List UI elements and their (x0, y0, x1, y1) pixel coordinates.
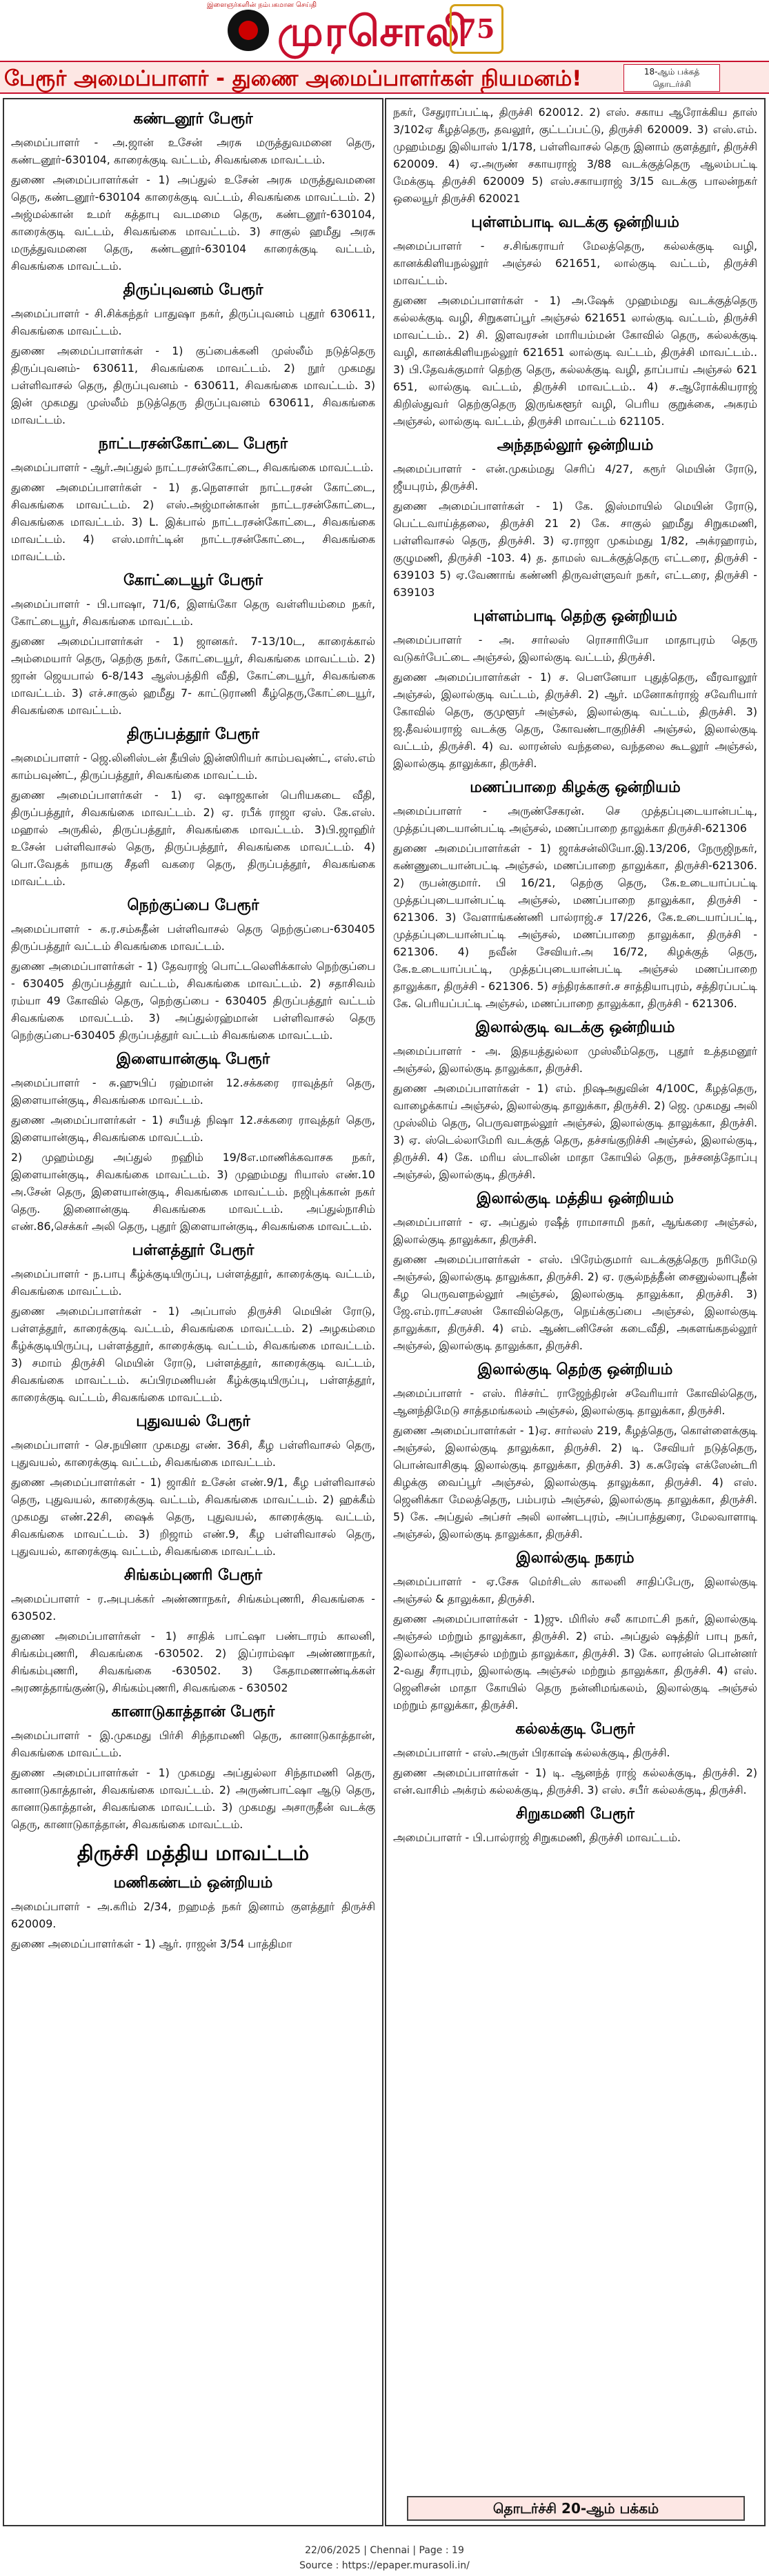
appointment-paragraph: துணை அமைப்பாளர்கள் - 1) முகமது அப்துல்லா சிந்தாமணி தெரு, கானாடுகாத்தான், சிவகங்கை மாவட்டம். 2) அருண்பாட்ஷா ஆடு தெரு, கானாடுகாத்தான், சிவகங்கை மாவட்டம். 3) முகமது அசாருதீன் வடக்கு தெரு, கானாடுகாத்தான், சிவகங்கை மாவட்டம். (11, 1766, 375, 1831)
appointment-paragraph: அமைப்பாளர் - எஸ். ரிச்சர்ட் ராஜேந்திரன் சவேரியார் கோவில்தெரு, ஆனந்திமேடு சாத்தமங்கலம் அஞ்சல், இலால்குடி தாலுக்கா, திருச்சி. (393, 1387, 757, 1417)
section-heading: நாட்டரசன்கோட்டை பேரூர் (98, 435, 288, 453)
masthead-tagline: இளைஞர்களின் நம்பகமான செய்தி (207, 1, 317, 9)
section-heading: கோட்டையூர் பேரூர் (123, 572, 263, 589)
appointment-paragraph: அமைப்பாளர் - எஸ்.அருள் பிரகாஷ் கல்லக்குடி, திருச்சி. (393, 1746, 670, 1759)
appointment-paragraph: அமைப்பாளர் - ர.அபுபக்கர் அண்ணாநகர், சிங்கம்புணரி, சிவகங்கை - 630502. (11, 1592, 375, 1623)
headline-band (0, 61, 769, 94)
appointment-paragraph: அமைப்பாளர் - சு.ஹுபிப் ரஹ்மான் 12.சக்கரை ராவுத்தர் தெரு, இளையான்குடி, சிவகங்கை மாவட்டம். (11, 1076, 375, 1107)
appointment-paragraph: துணை அமைப்பாளர்கள் - 1) அப்துல் உசேன் அரசு மருத்துவமனை தெரு, கண்டனூர்-630104 காரைக்குடி வட்டம், சிவகங்கை மாவட்டம். 2) அஜ்மல்கான் உமர் கத்தாபு வடமமை தெரு, கண்டனூர்-630104, காரைக்குடி வட்டம், சிவகங்கை மாவட்டம். 3) சாகுல் ஹமீது அரசு மருத்துவமனை தெரு, கண்டனூர்-630104 காரைக்குடி வட்டம், சிவகங்கை மாவட்டம். (11, 173, 375, 273)
section-heading: சிங்கம்புணரி பேரூர் (123, 1567, 263, 1584)
appointment-paragraph: துணை அமைப்பாளர்கள் - 1) குப்பைக்கனி முஸ்லீம் நடுத்தெரு திருப்புவனம்- 630611, சிவகங்கை மாவட்டம். 2) நூர் முகமது பள்ளிவாசல் தெரு, திருப்புவனம் - 630611, சிவகங்கை மாவட்டம். 3) இன் முகமது முஸ்லீம் நடுத்தெரு திருப்புவனம் 630611, சிவகங்கை மாவட்டம். (11, 344, 375, 426)
section-heading: பள்ளத்தூர் பேரூர் (132, 1242, 254, 1259)
section-heading: இலால்குடி தெற்கு ஒன்றியம் (477, 1361, 673, 1378)
section-heading: கல்லக்குடி பேரூர் (515, 1721, 635, 1738)
appointment-paragraph: துணை அமைப்பாளர்கள் - 1) ச. பௌனேயா புதுத்தெரு, வீரவாலூர் அஞ்சல், இலால்குடி வட்டம், திருச்சி. 2) ஆர். மனோகர்ராஜ் சவேரியார் கோவில் தெரு, குமுளூர் அஞ்சல், இலால்குடி வட்டம், திருச்சி. 3) ஜ.தீவல்யராஜ் வடக்கு தெரு, கோவண்டாகுறிச்சி அஞ்சல், இலால்குடி வட்டம், திருச்சி. 4) வ. லாரன்ஸ் வந்தலை, வந்தலை கூடலூர் அஞ்சல், இலால்குடி தாலுக்கா, திருச்சி. (393, 671, 757, 770)
section-heading: புள்ளம்பாடி தெற்கு ஒன்றியம் (473, 608, 677, 625)
appointment-paragraph: அமைப்பாளர் - ஜெ.லினிஸ்டன் தீயிஸ் இன்ஸிரியர் காம்பவுண்ட், எஸ்.எம் காம்பவுண்ட், திருப்பத்தூர், சிவகங்கை மாவட்டம். (11, 751, 375, 782)
right-column (385, 98, 766, 2526)
section-heading: திருப்புவனம் பேரூர் (123, 281, 263, 299)
anniversary-badge: 75 (450, 4, 503, 54)
appointment-paragraph: அமைப்பாளர் - சி.சிக்கந்தர் பாதுஷா நகர், திருப்புவனம் புதூர் 630611, சிவகங்கை மாவட்டம். (11, 307, 375, 337)
appointment-paragraph: அமைப்பாளர் - இ.முகமது பிர்சி சிந்தாமணி தெரு, கானாடுகாத்தான், சிவகங்கை மாவட்டம். (11, 1729, 375, 1759)
newspaper-logo[interactable]: முரசொலி (277, 8, 469, 56)
appointment-paragraph: அமைப்பாளர் - ந.பாபு கீழ்க்குடியிருப்பு, பள்ளத்தூர், காரைக்குடி வட்டம், சிவகங்கை மாவட்டம். (11, 1267, 375, 1298)
appointment-paragraph: அமைப்பாளர் - என்.முகம்மது செரிப் 4/27, கரூர் மெயின் ரோடு, ஜீயபுரம், திருச்சி. (393, 462, 757, 493)
page-footer (0, 2537, 769, 2576)
appointment-paragraph: துணை அமைப்பாளர்கள் - எஸ். பிரேம்குமார் வடக்குத்தெரு நரிமேடு அஞ்சல், இலால்குடி தாலுக்கா, திருச்சி. 2) ஏ. ரசூல்நத்தீன் சைனுல்லாபுதீன் கீழ பெருவளநல்லூர் அஞ்சல், இலால்குடி தாலுக்கா, திருச்சி. 3) ஜே.எம்.ராட்சஸன் கோவில்தெரு, நெய்க்குப்பை அஞ்சல், இலால்குடி தாலுக்கா, திருச்சி. 4) எம். ஆண்டனிசேன் கடைவீதி, அகளங்கநல்லூர் அஞ்சல், இலால்குடி தாலுக்கா, திருச்சி. (393, 1253, 757, 1352)
masthead (0, 0, 769, 61)
footer-source-line[interactable]: Source : https://epaper.murasoli.in/ (299, 2560, 470, 2571)
section-heading: இலால்குடி வடக்கு ஒன்றியம் (475, 1019, 675, 1036)
section-heading: கண்டனூர் பேரூர் (133, 110, 253, 128)
section-heading: புதுவயல் பேரூர் (136, 1413, 250, 1430)
appointment-paragraph: நகர், சேதுராப்பட்டி, திருச்சி 620012. 2) எஸ். சகாய ஆரோக்கிய தாஸ் 3/102ஏ கீழத்தெரு, தவலூர், குட்டப்பட்டு, திருச்சி 620009. 3) எஸ்.எம். முஹம்மது இலியாஸ் 1/178, பள்ளிவாசல் தெரு இனாம் குளத்தூர், திருச்சி 620009. 4) ஏ.அருண் சகாயராஜ் 3/88 வடக்குத்தெரு ஆலம்பட்டி மேக்குடி திருச்சி 620009 5) எஸ்.சகாயராஜ் 3/15 வடக்கு பாலன்நகர் ஒலையூர் திருச்சி 620021 (393, 106, 757, 205)
appointment-paragraph: துணை அமைப்பாளர்கள் - 1) த.நௌசாள் நாட்டரசன் கோட்டை, சிவகங்கை மாவட்டம். 2) எஸ்.அஜ்மான்கான் நாட்டரசன்கோட்டை, சிவகங்கை மாவட்டம். 3) L. இக்பால் நாட்டரசன்கோட்டை, சிவகங்கை மாவட்டம். 4) எஸ்.மார்ட்டின் நாட்டரசன்கோட்டை, சிவகங்கை மாவட்டம். (11, 481, 375, 563)
appointment-paragraph: அமைப்பாளர் - அ. சார்லஸ் ரொசாரியோ மாதாபுரம் தெரு வடுகர்பேட்டை அஞ்சல், இலால்குடி வட்டம், திருச்சி. (393, 633, 757, 664)
appointment-paragraph: அமைப்பாளர் - அ.கரிம் 2/34, றஹமத் நகர் இனாம் குளத்தூர் திருச்சி 620009. (11, 1900, 375, 1930)
appointment-paragraph: துணை அமைப்பாளர்கள் - 1) சாதிக் பாட்ஷா பண்டாரம் காலனி, சிங்கம்புணரி, சிவகங்கை -630502. 2) இப்ராம்ஷா அண்ணாநகர், சிங்கம்புணரி, சிவகங்கை -630502. 3) கேதாமணாண்டிக்கள் அரணத்தாங்குண்டு, சிங்கம்புணரி, சிவகங்கை - 630502 (11, 1629, 375, 1694)
appointment-paragraph: அமைப்பாளர் - பி.பாஷா, 71/6, இளங்கோ தெரு வள்ளியம்மை நகர், கோட்டையூர், சிவகங்கை மாவட்டம். (11, 597, 375, 628)
appointment-paragraph: துணை அமைப்பாளர்கள் - 1) தேவராஜ் பொட்டலெளிக்காஸ் நெற்குப்பை - 630405 திருப்பத்தூர் வட்டம், சிவகங்கை மாவட்டம். 2) சதாசிவம் ரம்யா 49 கோவில் தெரு, நெற்குப்பை - 630405 திருப்பத்தூர் வட்டம் சிவகங்கை மாவட்டம். 3) அப்துல்ரஹ்மான் பள்ளிவாசல் தெரு நெற்குப்பை-630405 திருப்பத்தூர் வட்டம் சிவகங்கை மாவட்டம். (11, 960, 375, 1042)
appointment-paragraph: அமைப்பாளர் - அ. இதயத்துல்லா முஸ்லீம்தெரு, புதூர் உத்தமனூர் அஞ்சல், இலால்குடி தாலுக்கா, திருச்சி. (393, 1044, 757, 1075)
appointment-paragraph: அமைப்பாளர் - அ.ஜான் உசேன் அரசு மருத்துவமனை தெரு, கண்டனூர்-630104, காரைக்குடி வட்டம், சிவகங்கை மாவட்டம். (11, 136, 375, 166)
section-heading: இலால்குடி நகரம் (516, 1549, 635, 1567)
appointment-paragraph: துணை அமைப்பாளர்கள் - 1) அ.ஷேக் முஹம்மது வடக்குத்தெரு கல்லக்குடி வழி, சிறுகளப்பூர் அஞ்சல் 621651 லால்குடி வட்டம், திருச்சி மாவட்டம்.. 2) சி. இளவரசன் மாரியம்மன் கோவில் தெரு, கல்லக்குடி வழி, கானக்கிளியநல்லூர் 621651 லால்குடி வட்டம், திருச்சி மாவட்டம்.. 3) பி.தேவக்குமார் தெற்கு தெரு, கல்லக்குடி வழி, தாப்பாய் அஞ்சல் 621 651, லால்குடி வட்டம், திருச்சி மாவட்டம்.. 4) ச.ஆரோக்கியராஜ் கிறிஸ்துவர் தெற்குதெரு இருங்களூர் வழி, பெரிய குறுக்கை, அகரம் அஞ்சல், லால்குடி வட்டம், திருச்சி மாவட்டம் 621105. (393, 294, 757, 428)
section-heading: மணப்பாறை கிழக்கு ஒன்றியம் (470, 779, 681, 796)
appointment-paragraph: துணை அமைப்பாளர்கள் - 1) சயீயத் நிஷா 12.சக்கரை ராவுத்தர் தெரு, இளையான்குடி, சிவகங்கை மாவட்டம். (11, 1113, 375, 1144)
appointment-paragraph: துணை அமைப்பாளர்கள் - 1) ஏ. ஷாஜகான் பெரியகடை வீதி, திருப்பத்தூர், சிவகங்கை மாவட்டம். 2) ஏ. ரபீக் ராஜா ஏஸ். கே.எஸ். மஹால் அருகில், திருப்பத்தூர், சிவகங்கை மாவட்டம். 3)பி.ஜாஹிர் உசேன் பள்ளிவாசல் தெரு, திருப்பத்தூர், சிவகங்கை மாவட்டம். 4) பொ.வேதக் நாயகு சீதளி வகரை தெரு, திருப்பத்தூர், சிவகங்கை மாவட்டம். (11, 789, 375, 888)
party-emblem-icon (228, 10, 269, 51)
district-heading: திருச்சி மத்திய மாவட்டம் (77, 1841, 310, 1865)
section-heading: மணிகண்டம் ஒன்றியம் (113, 1874, 273, 1892)
appointment-paragraph: அமைப்பாளர் - செ.நயினா முகமது எண். 36சி, கீழ பள்ளிவாசல் தெரு, புதுவயல், காரைக்குடி வட்டம், சிவகங்கை மாவட்டம். (11, 1438, 375, 1469)
section-heading: அந்தநல்லூர் ஒன்றியம் (497, 437, 654, 454)
appointment-paragraph: துணை அமைப்பாளர்கள் - 1) ஜாகிர் உசேன் எண்.9/1, கீழ பள்ளிவாசல் தெரு, புதுவயல், காரைக்குடி வட்டம், சிவகங்கை மாவட்டம். 2) ஹக்கீம் முகமது எண்.22சி, ஷைக் தெரு, புதுவயல், காரைக்குடி வட்டம், சிவகங்கை மாவட்டம். 3) றிஜாம் எண்.9, கீழ பள்ளிவாசல் தெரு, புதுவயல், காரைக்குடி வட்டம், சிவகங்கை மாவட்டம். (11, 1476, 375, 1558)
appointment-paragraph: துணை அமைப்பாளர்கள் - 1) ஆர். ராஜன் 3/54 பாத்திமா (11, 1937, 292, 1950)
appointment-paragraph: துணை அமைப்பாளர்கள் - 1) ஜாக்சன்லியோ.இ.13/206, நேருஜிநகர், கண்ணுடையான்பட்டி அஞ்சல், மணப்பாறை தாலுக்கா, திருச்சி-621306. 2) ருபன்குமார். பி 16/21, தெற்கு தெரு, கே.உடையாப்பட்டி முத்தப்புடையான்பட்டி அஞ்சல், மணப்பாறை தாலுக்கா, திருச்சி - 621306. 3) வேளாங்கண்ணி பால்ராஜ்.ச 17/226, கே.உடையாப்பட்டி, முத்தப்புடையான்பட்டி அஞ்சல், மணப்பாறை தாலுக்கா, திருச்சி - 621306. 4) நவீன் சேவியர்.அ 16/72, கிழக்குத் தெரு, கே.உடையாப்பட்டி, முத்தப்புடையான்பட்டி அஞ்சல் மணப்பாறை தாலுக்கா, திருச்சி - 621306. 5) சந்திரக்காசர்.ச சாத்தியாபுரம், சத்திரப்பட்டி கே. பெரியப்பட்டி அஞ்சல், மணப்பாறை தாலுக்கா, திருச்சி - 621306. (393, 842, 757, 1010)
section-heading: நெற்குப்பை பேரூர் (127, 897, 259, 914)
section-heading: இலால்குடி மத்திய ஒன்றியம் (477, 1190, 674, 1207)
appointment-paragraph: 2) முஹம்மது அப்துல் றஹிம் 19/8எ.மாணிக்கவாசக நகர், இளையான்குடி, சிவகங்கை மாவட்டம். 3) முஹம்மது ரியாஸ் எண்.10 அ.சேன் தெரு, இளையான்குடி, சிவகங்கை மாவட்டம். நஜிபுக்கான் நகர் தெரு. இனைான்குடி சிவகங்கை மாவட்டம். அப்துல்நாசிம் எண்.86,செக்கர் அலி தெரு, புதூர் இளையான்குடி, சிவகங்கை மாவட்டம். (11, 1151, 375, 1233)
section-heading: புள்ளம்பாடி வடக்கு ஒன்றியம் (471, 214, 679, 231)
appointment-paragraph: அமைப்பாளர் - ச.சிங்கராயர் மேலத்தெரு, கல்லக்குடி வழி, கானக்கிளியநல்லூர் அஞ்சல் 621651, லால்குடி வட்டம், திருச்சி மாவட்டம். (393, 239, 757, 287)
appointment-paragraph: துணை அமைப்பாளர்கள் - 1)ஜு. மிரிஸ் சலீ காமாட்சி நகர், இலால்குடி அஞ்சல் மற்றும் தாலுக்கா, திருச்சி. 2) எம். அப்துல் ஷத்திர் பாபு நகர், இலால்குடி அஞ்சல் மற்றும் தாலுக்கா, திருச்சி. 3) கே. லாரன்ஸ் பொன்னர் 2-வது சீராபுரம், இலால்குடி அஞ்சல் மற்றும் தாலுக்கா, திருச்சி. 4) எஸ். ஜெனிசன் மாதா கோயில் தெரு நன்னிமங்கலம், இலால்குடி அஞ்சல் மற்றும் தாலுக்கா, திருச்சி. (393, 1612, 757, 1712)
appointment-paragraph: துணை அமைப்பாளர்கள் - 1) அப்பாஸ் திருச்சி மெயின் ரோடு, பள்ளத்தூர், காரைக்குடி வட்டம், சிவகங்கை மாவட்டம். 2) அழகம்மை கீழ்க்குடியிருப்பு, பள்ளத்தூர், காரைக்குடி வட்டம், சிவகங்கை மாவட்டம். 3) சமாம் திருச்சி மெயின் ரோடு, பள்ளத்தூர், காரைக்குடி வட்டம், சிவகங்கை மாவட்டம். சுப்பிரமணியன் கீழ்க்குடியிருப்பு, பள்ளத்தூர், காரைக்குடி வட்டம், சிவகங்கை மாவட்டம். (11, 1305, 375, 1404)
continued-from-line2: தொடர்ச்சி (652, 79, 691, 89)
section-heading: இளையான்குடி பேரூர் (116, 1051, 270, 1068)
appointment-paragraph: துணை அமைப்பாளர்கள் - 1) எம். நிஷஅதுவின் 4/100C, கீழத்தெரு, வாழைக்காய் அஞ்சல், இலால்குடி தாலுக்கா, திருச்சி. 2) ஜெ. முகமது அலி முஸ்லிம் தெரு, பெருவளநல்லூர் அஞ்சல், இலால்குடி தாலுக்கா, திருச்சி. 3) ஏ. ஸ்டெல்லாமேரி வடக்குத் தெரு, தச்சங்குறிச்சி அஞ்சல், இலால்குடி, திருச்சி. 4) கே. மரிய ஸ்டாலின் மாதா கோயில் தெரு, நச்சனத்தோப்பு அஞ்சல், இலால்குடி, திருச்சி. (393, 1082, 757, 1181)
appointment-paragraph: துணை அமைப்பாளர்கள் - 1) கே. இஸ்மாயில் மெயின் ரோடு, பெட்டவாய்த்தலை, திருச்சி 21 2) கே. சாகுல் ஹமீது சிறுகமணி, பள்ளிவாசல் தெரு, திருச்சி. 3) ஏ.ராஜா முகம்மது 1/82, அக்ரஹாரம், குழுமணி, திருச்சி -103. 4) த. தாமஸ் வடக்குத்தெரு எட்டரை, திருச்சி - 639103 5) ஏ.வேணாங் கண்ணி திருவள்ளுவர் நகர், எட்டரை, திருச்சி - 639103 (393, 499, 757, 599)
continued-from-line1: 18-ஆம் பக்கத் (643, 67, 700, 77)
appointment-paragraph: அமைப்பாளர் - ஆர்.அப்துல் நாட்டரசன்கோட்டை, சிவகங்கை மாவட்டம். (11, 461, 374, 474)
appointment-paragraph: அமைப்பாளர் - ஏ. அப்துல் ரஷீத் ராமாசாமி நகர், ஆங்கரை அஞ்சல், இலால்குடி தாலுக்கா, திருச்சி. (393, 1216, 757, 1246)
appointment-paragraph: அமைப்பாளர் - அருண்சேகரன். செ முத்தப்புடையான்பட்டி, முத்தப்புடையான்பட்டி அஞ்சல், மணப்பாறை தாலுக்கா திருச்சி-621306 (393, 804, 757, 835)
appointment-paragraph: அமைப்பாளர் - க.ர.சம்சுதீன் பள்ளிவாசல் தெரு நெற்குப்பை-630405 திருப்பத்தூர் வட்டம் சிவகங்கை மாவட்டம். (11, 922, 375, 953)
appointment-paragraph: துணை அமைப்பாளர்கள் - 1) டி. ஆனந்த் ராஜ் கல்லக்குடி, திருச்சி. 2) என்.வாசிம் அக்ரம் கல்லக்குடி, திருச்சி. 3) எஸ். சபீர் கல்லக்குடி, திருச்சி. (393, 1766, 757, 1796)
appointment-paragraph: துணை அமைப்பாளர்கள் - 1) ஜானகர். 7-13/10ட, காரைக்கால் அம்மையார் தெரு, தெற்கு நகர், கோட்டையூர், சிவகங்கை மாவட்டம். 2) ஜான் ஜெயபால் 6-8/143 ஆஸ்பத்திரி வீதி, கோட்டையூர், சிவகங்கை மாவட்டம். 3) எச்.சாகுல் ஹமீது 7- காட்டுராணி கீழ்தெரு,கோட்டையூர், சிவகங்கை மாவட்டம். (11, 635, 375, 717)
appointment-paragraph: அமைப்பாளர் - ஏ.சேசு மெர்சிடஸ் காலனி சாதிப்பேரு, இலால்குடி அஞ்சல் & தாலுக்கா, திருச்சி. (393, 1575, 757, 1605)
section-heading: சிறுகமணி பேரூர் (516, 1805, 635, 1823)
section-heading: கானாடுகாத்தான் பேரூர் (111, 1703, 275, 1721)
continued-to-box: தொடர்ச்சி 20-ஆம் பக்கம் (407, 2496, 745, 2521)
appointment-paragraph: துணை அமைப்பாளர்கள் - 1)ஏ. சார்லஸ் 219, கீழத்தெரு, கொள்ளைக்குடி அஞ்சல், இலால்குடி தாலுக்கா, திருச்சி. 2) டி. சேவியர் நடுத்தெரு, பொன்வாசிகுடி இலால்குடி தாலுக்கா, திருச்சி. 3) க.சுரேஷ் எக்ஸேன்டரி கிழக்கு வைப்பூர் அஞ்சல், இலால்குடி தாலுக்கா, திருச்சி. 4) எஸ். ஜெனிக்கா மேலத்தெரு, பம்பரம் அஞ்சல், இலால்குடி தாலுக்கா, திருச்சி. 5) கே. அப்துல் அப்சர் அலி லாண்டபுரம், அப்பாத்துரை, மேலவாளாடி அஞ்சல், இலால்குடி தாலுக்கா, திருச்சி. (393, 1424, 757, 1540)
headline-title: பேரூர் அமைப்பாளர் - துணை அமைப்பாளர்கள் நியமனம்! (4, 66, 582, 91)
appointment-paragraph: அமைப்பாளர் - பி.பால்ராஜ் சிறுகமணி, திருச்சி மாவட்டம். (393, 1831, 681, 1844)
continued-from-box (623, 64, 720, 92)
footer-date-line: 22/06/2025 | Chennai | Page : 19 (305, 2545, 464, 2556)
section-heading: திருப்பத்தூர் பேரூர் (127, 726, 259, 743)
left-column (3, 98, 383, 2526)
